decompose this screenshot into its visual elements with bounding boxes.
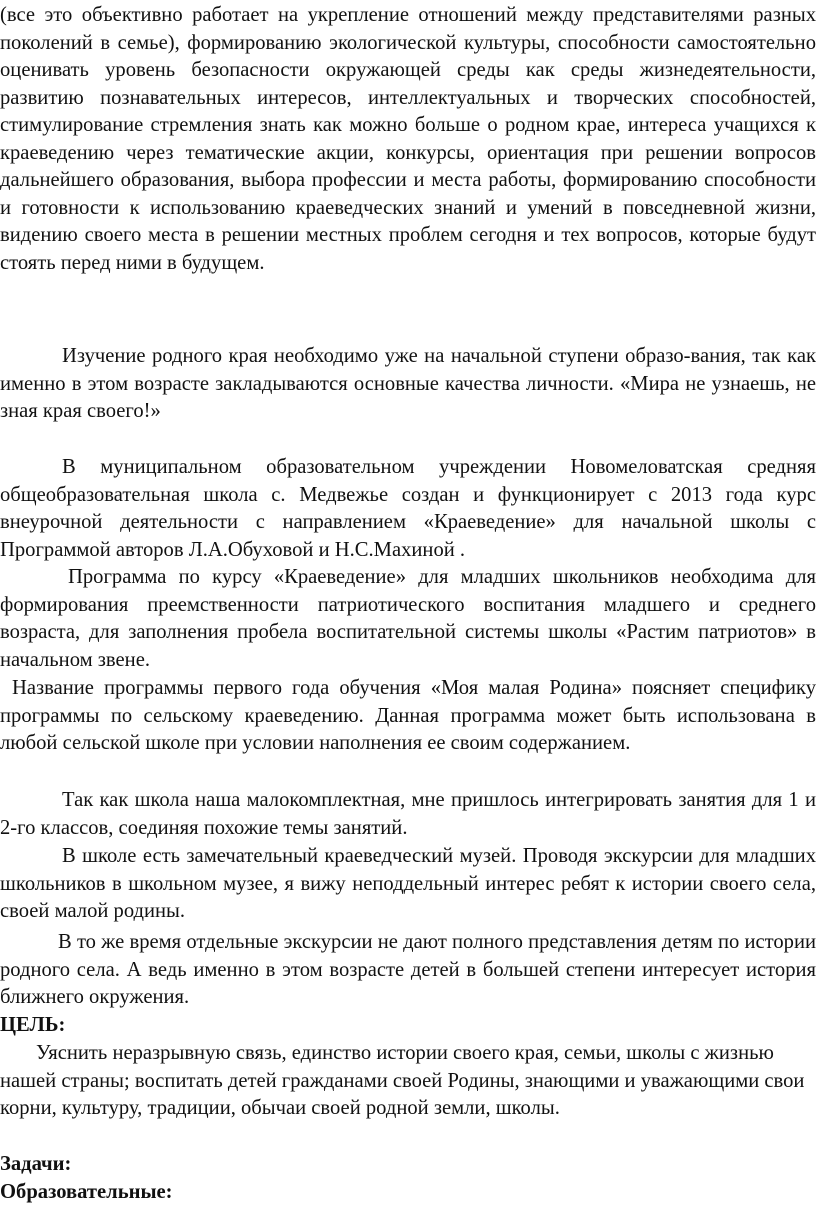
paragraph-native-land-study bbox=[0, 343, 816, 426]
paragraph-small-school bbox=[0, 787, 816, 842]
tasks-heading bbox=[0, 1151, 816, 1179]
goal-text: Уяснить неразрывную связь, единство истории своего края, семьи, школы с жизнью нашей страны; воспитать детей гражданами своей Родины, знающими и уважающими свои корни, культуру, традиции, обычаи своей родной земли, школы. bbox=[0, 1042, 805, 1119]
goal-heading bbox=[0, 1012, 816, 1040]
goal-paragraph bbox=[0, 1040, 816, 1123]
body-paragraph: (все это объективно работает на укрепление отношений между представителями разных поколений в семье), формированию экологической культуры, способности самостоятельно оценивать уровень безопасности окружающей среды как среды жизнедеятельности, развитию познавательных интересов, интеллектуальных и творческих способностей, стимулирование стремления знать как можно больше о родном крае, интереса учащихся к краеведению через тематические акции, конкурсы, ориентация при решении вопросов дальнейшего образования, выбора профессии и места работы, формированию способности и готовности к использованию краеведческих знаний и умений в повседневной жизни, видению своего места в решении местных проблем сегодня и тех вопросов, которые будут стоять перед ними в будущем. bbox=[0, 4, 816, 274]
educational-heading bbox=[0, 1179, 816, 1207]
paragraph-school-course bbox=[0, 454, 816, 564]
paragraph-program-title bbox=[0, 675, 816, 758]
body-paragraph: Название программы первого года обучения «Моя малая Родина» поясняет специфику программы по сельскому краеведению. Данная программа может быть использована в любой сельской школе при условии наполнения ее своим содержанием. bbox=[0, 677, 816, 754]
body-paragraph: Изучение родного края необходимо уже на начальной ступени образо-вания, так как именно в этом возрасте закладываются основные качества личности. «Мира не узнаешь, не зная края своего!» bbox=[0, 345, 816, 422]
goal-heading-text: ЦЕЛЬ: bbox=[0, 1014, 66, 1036]
body-paragraph: Так как школа наша малокомплектная, мне пришлось интегрировать занятия для 1 и 2-го классов, соединяя похожие темы занятий. bbox=[0, 789, 816, 839]
paragraph-excursions bbox=[0, 929, 816, 1012]
body-paragraph: Программа по курсу «Краеведение» для младших школьников необходима для формирования преемственности патриотического воспитания младшего и среднего возраста, для заполнения пробела воспитательной системы школы «Растим патриотов» в начальном звене. bbox=[0, 566, 816, 671]
body-paragraph: В муниципальном образовательном учреждении Новомеловатская средняя общеобразовательная школа с. Медвежье создан и функционирует с 2013 года курс внеурочной деятельности с направлением «Краеведение» для начальной школы с Программой авторов Л.А.Обуховой и Н.С.Махиной . bbox=[0, 456, 816, 561]
paragraph-program-necessity bbox=[0, 564, 816, 674]
tasks-heading-text: Задачи: bbox=[0, 1153, 72, 1175]
body-paragraph: В то же время отдельные экскурсии не дают полного представления детям по истории родного села. А ведь именно в этом возрасте детей в большей степени интересует история ближнего окружения. bbox=[0, 931, 816, 1008]
paragraph-intro-continuation bbox=[0, 2, 816, 277]
paragraph-museum bbox=[0, 843, 816, 926]
body-paragraph: В школе есть замечательный краеведческий музей. Проводя экскурсии для младших школьников в школьном музее, я вижу неподдельный интерес ребят к истории своего села, своей малой родины. bbox=[0, 845, 816, 922]
educational-heading-text: Образовательные: bbox=[0, 1181, 173, 1203]
